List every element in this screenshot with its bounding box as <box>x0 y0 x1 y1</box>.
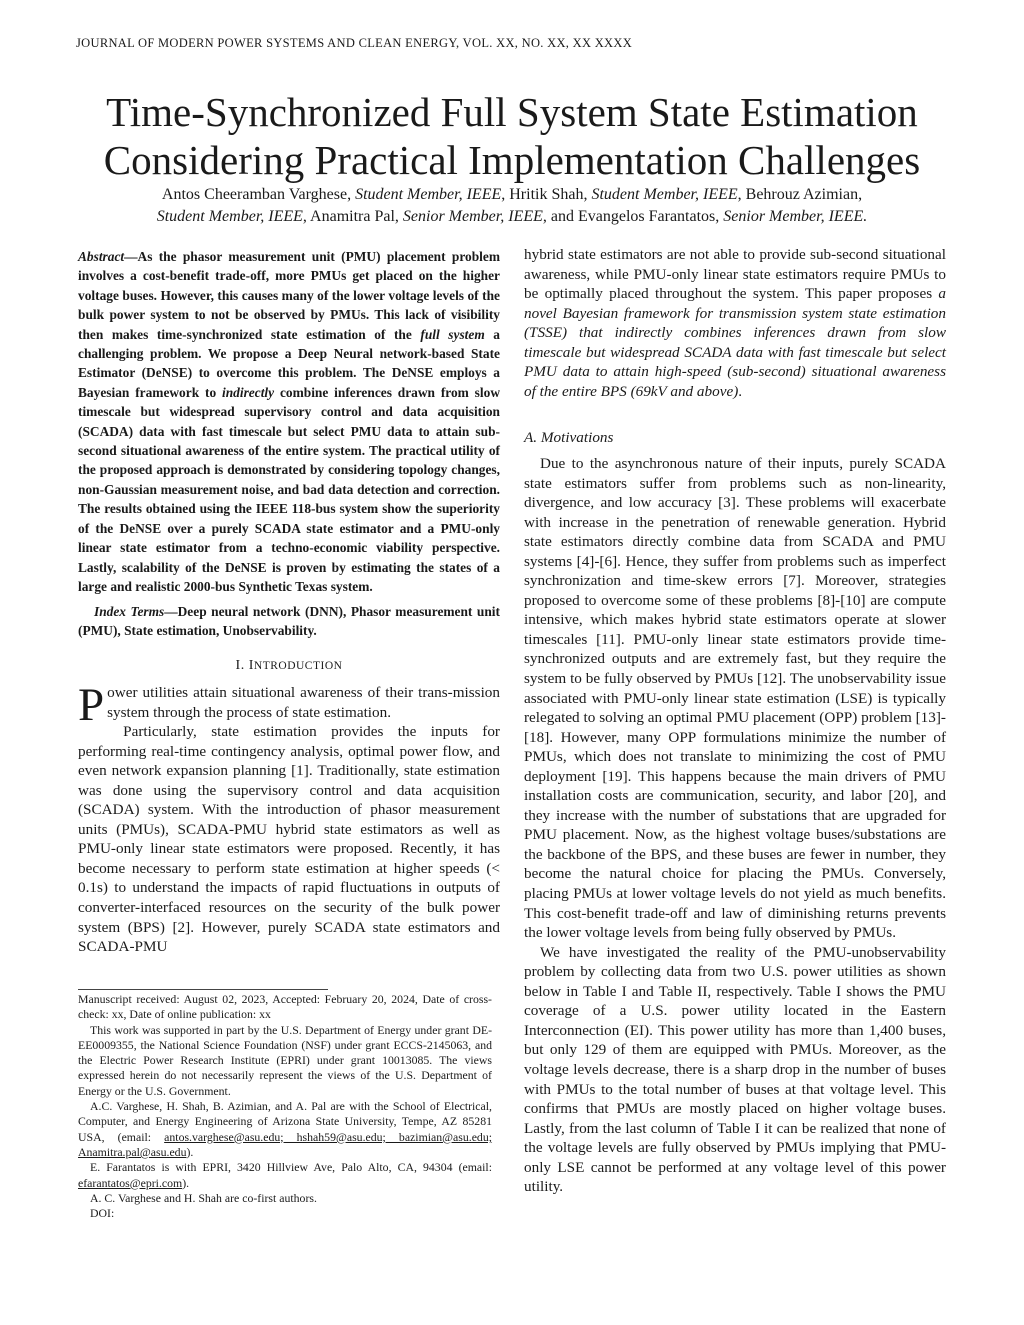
abstract-text: —As the phasor measurement unit (PMU) placement problem involves a cost-benefit trade-off, more PMUs get placed on the higher voltage buses. However, this causes many of the lower voltage levels of the bulk power system to not be observed by PMUs. This lack of visibility then makes time-synchronized state estimation of the <box>78 249 500 342</box>
author-membership: Student Member, IEEE <box>355 186 502 203</box>
index-terms-label: Index Terms <box>94 604 165 619</box>
author-membership: Student Member, IEEE <box>156 208 303 225</box>
footnote-doi: DOI: <box>90 1206 115 1221</box>
author-name: , and Evangelos Farantatos, <box>542 208 724 225</box>
abstract-emphasis: indirectly <box>222 384 275 400</box>
footnote-cofirst: A. C. Varghese and H. Shah are co-first authors. <box>90 1190 317 1205</box>
author-name: , Hritik Shah, <box>501 186 592 203</box>
motivations-paragraph-2: We have investigated the reality of the PMU-unobservability problem by collecting data from two U.S. power utilities as shown below in Table I and Table II, respectively. Table I shows the PMU coverage of a U.S. power utility located in the Eastern Interconnection (EI). This power utility has more than 1,400 buses, but only 129 of them are equipped with PMUs. Moreover, as the voltage levels decrease, there is a sharp drop in the number of buses with PMUs to the total number of buses at that voltage level. This confirms that PMUs are mostly placed on higher voltage buses. Lastly, from the last column of Table I it can be realized that none of the voltage levels are fully observed by PMUs implying that PMU-only LSE cannot be performed at any voltage level of this power utility. <box>524 943 946 1196</box>
footnote-affiliation-asu <box>78 1099 492 1160</box>
subsection-heading-motivations: A. Motivations <box>524 429 614 446</box>
author-list <box>60 184 964 228</box>
footnote-rule <box>78 989 328 990</box>
author-name: Antos Cheeramban Varghese, <box>161 186 356 203</box>
author-membership: Senior Member, IEEE <box>402 208 543 225</box>
author-name: , Behrouz Azimian, <box>737 186 863 203</box>
author-membership: Student Member, IEEE <box>591 186 738 203</box>
contribution-statement: a novel Bayesian framework for transmission system state estimation (TSSE) that indirectly combines inferences drawn from slow timescale but widespread SCADA data with fast timescale but select PMU data to attain high-speed (sub-second) situational awareness of the entire BPS (69kV and above) <box>524 285 946 400</box>
paragraph-text: . <box>738 382 743 400</box>
footnote-text: A.C. Varghese, H. Shah, B. Azimian, and A. Pal are with the School of Electrical, Computer, and Energy Engineering of Arizona State University, Tempe, AZ 85281 USA, (email: <box>78 1099 492 1144</box>
abstract-emphasis: full system <box>420 326 485 342</box>
section-title-rest: NTRODUCTION <box>253 660 343 672</box>
paper-title-line-1: Time-Synchronized Full System State Estimation <box>106 89 918 135</box>
section-title-initial: I <box>248 658 254 673</box>
motivations-text <box>524 454 946 1197</box>
drop-cap: P <box>78 679 105 731</box>
email-links-asu[interactable]: antos.varghese@asu.edu; hshah59@asu.edu; bazimian@asu.edu; Anamitra.pal@asu.edu <box>78 1129 493 1159</box>
footnotes <box>78 992 492 1221</box>
intro-paragraph-rest: Particularly, state estimation provides the inputs for performing real-time contingency analysis, optimal power flow, and even network expansion planning [1]. Traditionally, state estimation was done using the supervisory control and data acquisition (SCADA) system. With the introduction of phasor measurement units (PMUs), SCADA-PMU hybrid state estimators as well as PMU-only linear state estimators were proposed. Recently, it has become necessary to perform state estimation at higher speeds (< 0.1s) to understand the impacts of rapid fluctuations in outputs of converter-interfaced resources on the security of the bulk power system (BPS) [2]. However, purely SCADA state estimators and SCADA-PMU <box>78 723 500 956</box>
footnote-text: E. Farantatos is with EPRI, 3420 Hillview Ave, Palo Alto, CA, 94304 (email: <box>90 1160 492 1175</box>
email-link-epri[interactable]: efarantatos@epri.com <box>78 1175 183 1190</box>
section-numeral: I. <box>235 658 249 673</box>
introduction-text <box>78 679 500 957</box>
intro-paragraph-start: ower utilities attain situational awareness of their trans-mission system through the process of state estimation. <box>107 684 500 721</box>
abstract <box>78 247 500 596</box>
abstract-label: Abstract <box>78 249 125 264</box>
paragraph-text: hybrid state estimators are not able to provide sub-second situational awareness, while PMU-only linear state estimators require PMUs to be optimally placed throughout the system. This paper proposes <box>524 246 946 303</box>
footnote-affiliation-epri <box>78 1160 492 1191</box>
footnote-received: Manuscript received: August 02, 2023, Accepted: February 20, 2024, Date of cross-check: xx, Date of online publication: xx <box>78 992 492 1022</box>
index-terms <box>78 602 500 641</box>
abstract-text: a challenging problem. We propose a Deep Neural network-based State Estimator (DeNSE) to overcome this problem. The DeNSE employs a Bayesian framework to <box>78 326 500 400</box>
footnote-text: ). <box>182 1175 190 1190</box>
author-membership: Senior Member, IEEE. <box>723 208 868 225</box>
right-column-paragraph-1 <box>524 245 946 401</box>
section-heading-introduction <box>78 658 500 674</box>
running-head: JOURNAL OF MODERN POWER SYSTEMS AND CLEAN ENERGY, VOL. XX, NO. XX, XX XXXX <box>76 36 633 50</box>
motivations-paragraph-1: Due to the asynchronous nature of their inputs, purely SCADA state estimators suffer from problems such as non-linearity, divergence, and low accuracy [3]. These problems will exacerbate with increase in the penetration of renewable generation. Hybrid state estimators directly combine data from SCADA and PMU systems [4]-[6]. Hence, they suffer from problems such as imperfect synchronization and time-skew errors [7]. Moreover, strategies proposed to overcome some of these problems [8]-[10] are compute intensive, which makes hybrid state estimators operate at slower timescales [11]. PMU-only linear state estimators provide time-synchronized outputs and are extremely fast, but they require the system to be fully observed by PMUs [12]. The unobservability issue associated with PMU-only linear state estimation (LSE) is typically relegated to solving an optimal PMU placement (OPP) problem [13]-[18]. However, many OPP formulations minimize the number of PMUs, which does not translate to minimizing the cost of PMU deployment [19]. This happens because the main drivers of PMU installation costs are communication, security, and labor [20], and they increase with the number of substations that are upgraded for PMU placement. Now, as the highest voltage buses/substations are the backbone of the BPS, and these buses are fewer in number, they become the natural choice for placing the PMUs. Conversely, placing PMUs at lower voltage levels do not yield as much benefits. This cost-benefit trade-off and law of diminishing returns prevents the lower voltage levels from being fully observed by PMUs. <box>524 455 946 942</box>
author-name: , Anamitra Pal, <box>302 208 403 225</box>
index-terms-text: —Deep neural network (DNN), Phasor measurement unit (PMU), State estimation, Unobservability. <box>78 604 500 639</box>
footnote-text: ). <box>186 1144 194 1159</box>
footnote-support: This work was supported in part by the U.S. Department of Energy under grant DE-EE0009355, the National Science Foundation (NSF) under grant ECCS-2145063, and the Electric Power Research Institute (EPRI) under grant 10013085. The views expressed herein do not necessarily represent the views of the U.S. Department of Energy or the U.S. Government. <box>78 1022 492 1098</box>
paper-title-line-2: Considering Practical Implementation Challenges <box>103 137 921 183</box>
abstract-text: combine inferences drawn from slow timescale but widespread supervisory control and data acquisition (SCADA) data with fast timescale but select PMU data to attain sub-second situational awareness of the entire system. The practical utility of the proposed approach is demonstrated by considering topology changes, non-Gaussian measurement noise, and bad data detection and correction. The results obtained using the IEEE 118-bus system show the superiority of the DeNSE over a purely SCADA state estimator and a PMU-only linear state estimator from a techno-economic viability perspective. Lastly, scalability of the DeNSE is proven by estimating the states of a large and realistic 2000-bus Synthetic Texas system. <box>78 384 500 594</box>
